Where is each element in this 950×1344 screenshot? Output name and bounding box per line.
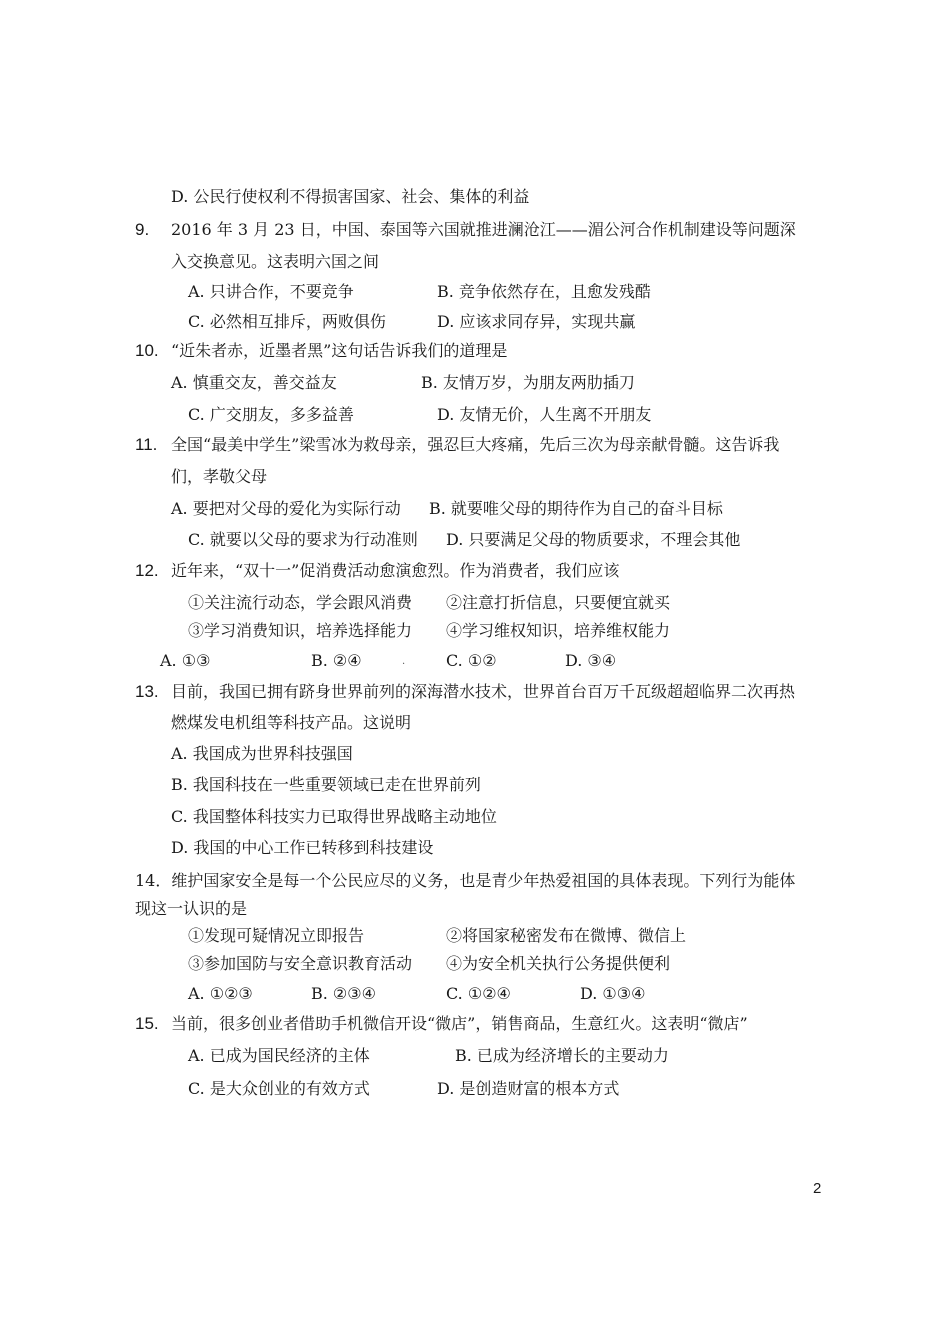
q11-option-b: B. 就要唯父母的期待作为自己的奋斗目标 [429, 499, 723, 518]
q14-statement-3: ③参加国防与安全意识教育活动 [188, 954, 413, 973]
q13-number: 13. [135, 682, 159, 701]
q8-option-d: D. 公民行使权利不得损害国家、社会、集体的利益 [171, 187, 530, 206]
q11-option-d: D. 只要满足父母的物质要求，不理会其他 [446, 530, 741, 549]
q10-option-a: A. 慎重交友，善交益友 [171, 373, 337, 392]
q12-number: 12. [135, 561, 159, 580]
q12-stem-line1: 近年来，“双十一”促消费活动愈演愈烈。作为消费者，我们应该 [171, 561, 620, 580]
q9-option-a: A. 只讲合作，不要竞争 [188, 282, 354, 301]
q14-option-d: D. ①③④ [580, 984, 646, 1003]
q10-stem-line1: “近朱者赤，近墨者黑”这句话告诉我们的道理是 [171, 341, 508, 360]
q15-option-d: D. 是创造财富的根本方式 [437, 1079, 620, 1098]
q13-stem-line2: 燃煤发电机组等科技产品。这说明 [171, 713, 412, 732]
q11-stem-line1: 全国“最美中学生”梁雪冰为救母亲，强忍巨大疼痛，先后三次为母亲献骨髓。这告诉我 [171, 435, 780, 454]
q9-stem-line2: 入交换意见。这表明六国之间 [171, 252, 380, 271]
q15-number: 15. [135, 1014, 159, 1033]
q14-option-c: C. ①②④ [446, 984, 511, 1003]
q10-option-d: D. 友情无价，人生离不开朋友 [437, 405, 652, 424]
q12-option-a: A. ①③ [160, 651, 211, 670]
q12-option-d: D. ③④ [565, 651, 617, 670]
q14-stem-line2: 现这一认识的是 [135, 899, 248, 918]
q13-stem-line1: 目前，我国已拥有跻身世界前列的深海潜水技术，世界首台百万千瓦级超超临界二次再热 [171, 682, 796, 701]
q15-stem-line1: 当前，很多创业者借助手机微信开设“微店”，销售商品，生意红火。这表明“微店” [171, 1014, 748, 1033]
q14-option-a: A. ①②③ [188, 984, 253, 1003]
q13-option-d: D. 我国的中心工作已转移到科技建设 [171, 838, 434, 857]
q14-statement-2: ②将国家秘密发布在微博、微信上 [446, 926, 687, 945]
q9-stem-line1: 2016 年 3 月 23 日，中国、泰国等六国就推进澜沧江——湄公河合作机制建设等问题深 [171, 220, 796, 239]
q15-option-b: B. 已成为经济增长的主要动力 [455, 1046, 669, 1065]
q12-statement-1: ①关注流行动态，学会跟风消费 [188, 593, 413, 612]
q14-statement-4: ④为安全机关执行公务提供便利 [446, 954, 671, 973]
q14-statement-1: ①发现可疑情况立即报告 [188, 926, 365, 945]
q11-option-a: A. 要把对父母的爱化为实际行动 [171, 499, 401, 518]
q13-option-a: A. 我国成为世界科技强国 [171, 744, 353, 763]
q9-number: 9. [135, 220, 150, 239]
stray-dot-mark: . [402, 656, 406, 667]
q10-option-b: B. 友情万岁，为朋友两肋插刀 [421, 373, 635, 392]
page-number: 2 [813, 1180, 822, 1197]
q14-option-b: B. ②③④ [311, 984, 376, 1003]
q11-stem-line2: 们，孝敬父母 [171, 467, 268, 486]
q12-statement-4: ④学习维权知识，培养维权能力 [446, 621, 671, 640]
q15-option-c: C. 是大众创业的有效方式 [188, 1079, 370, 1098]
q13-option-c: C. 我国整体科技实力已取得世界战略主动地位 [171, 807, 497, 826]
q11-number: 11. [135, 435, 158, 454]
q12-statement-2: ②注意打折信息，只要便宜就买 [446, 593, 671, 612]
q14-stem-line1: 14．维护国家安全是每一个公民应尽的义务，也是青少年热爱祖国的具体表现。下列行为能体 [135, 871, 796, 890]
q15-option-a: A. 已成为国民经济的主体 [188, 1046, 370, 1065]
q12-option-c: C. ①② [446, 651, 497, 670]
q10-option-c: C. 广交朋友，多多益善 [188, 405, 354, 424]
q9-option-d: D. 应该求同存异，实现共赢 [437, 312, 636, 331]
q10-number: 10. [135, 341, 159, 360]
q13-option-b: B. 我国科技在一些重要领域已走在世界前列 [171, 775, 481, 794]
q9-option-c: C. 必然相互排斥，两败俱伤 [188, 312, 386, 331]
q11-option-c: C. 就要以父母的要求为行动准则 [188, 530, 418, 549]
q12-option-b: B. ②④ [311, 651, 362, 670]
q9-option-b: B. 竞争依然存在，且愈发残酷 [437, 282, 651, 301]
q12-statement-3: ③学习消费知识，培养选择能力 [188, 621, 413, 640]
